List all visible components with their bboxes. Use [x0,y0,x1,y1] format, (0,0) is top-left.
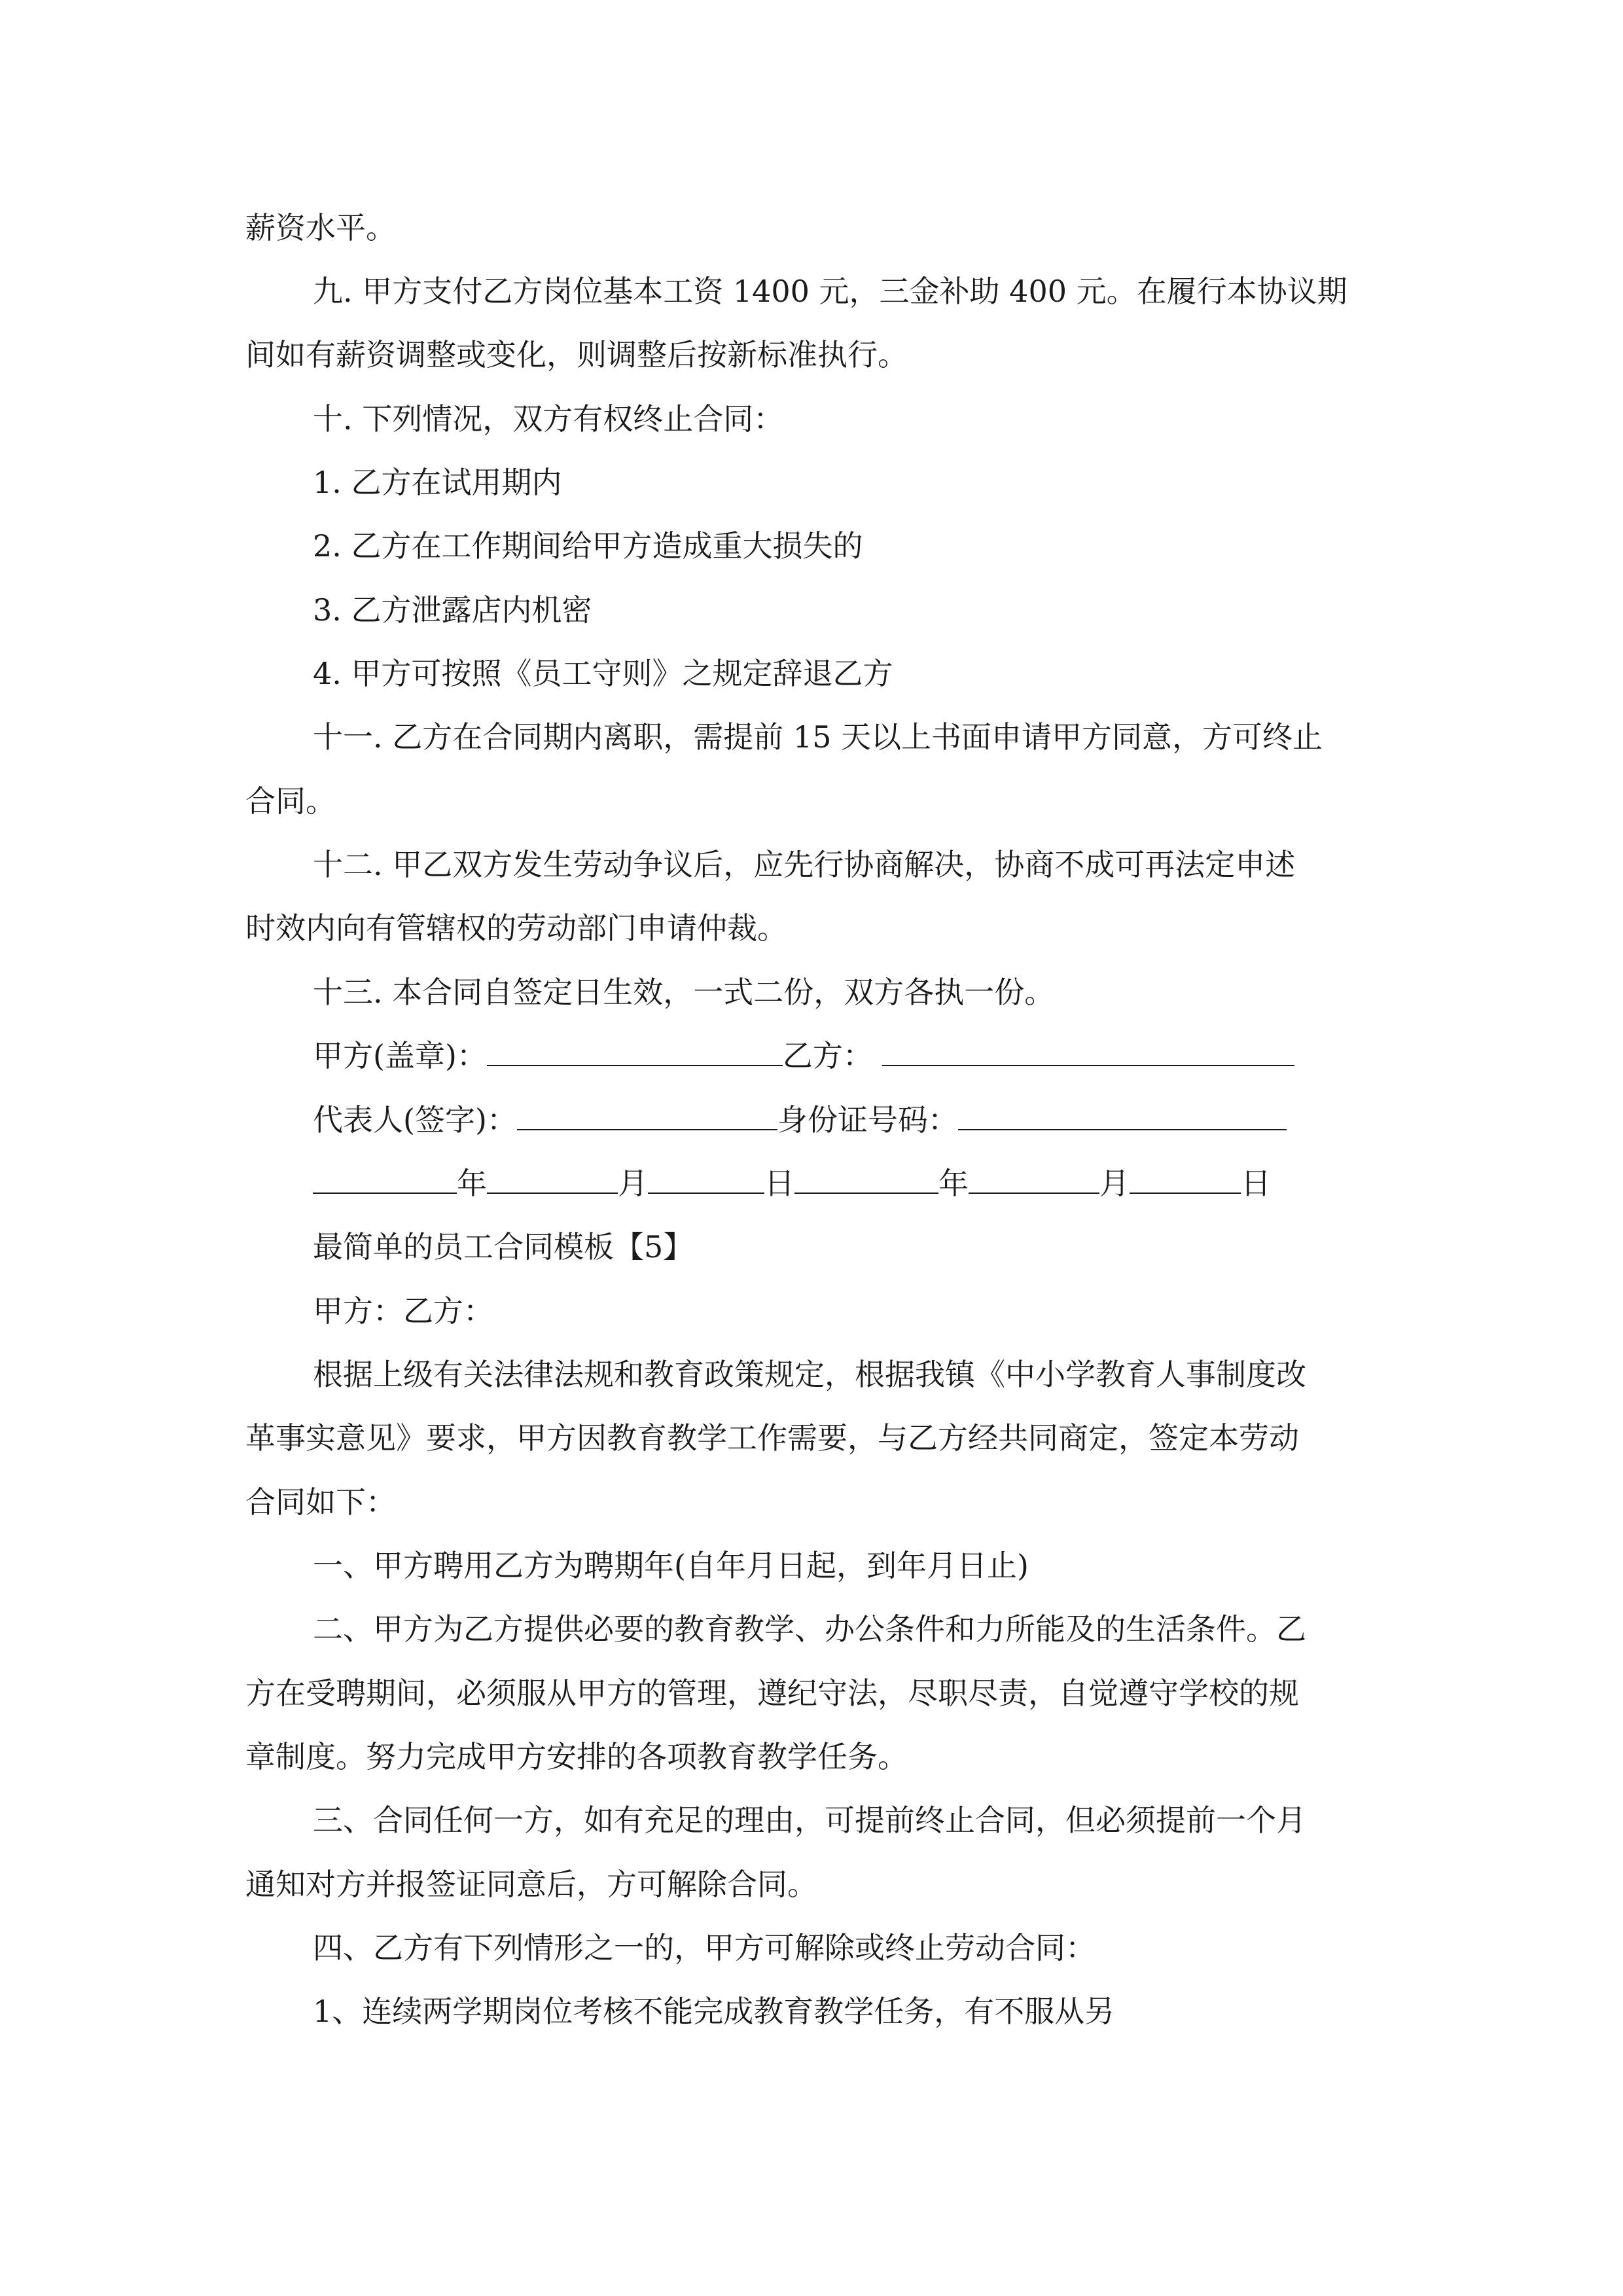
date-row [313,1164,1271,1203]
clause-13: 十三. 本合同自签定日生效，一式二份，双方各执一份。 [313,975,1055,1010]
rep-label: 代表人(签字)： [313,1102,517,1138]
list-item: 4. 甲方可按照《员工守则》之规定辞退乙方 [313,656,893,691]
clause-9: 九. 甲方支付乙方岗位基本工资 1400 元，三金补助 400 元。在履行本协议期 [313,274,1347,309]
party-b-blank[interactable] [882,1036,1294,1066]
clause-3: 三、合同任何一方，如有充足的理由，可提前终止合同，但必须提前一个月 [313,1803,1306,1838]
clause-2: 二、甲方为乙方提供必要的教育教学、办公条件和力所能及的生活条件。乙 [313,1611,1306,1647]
text-line: 根据上级有关法律法规和教育政策规定，根据我镇《中小学教育人事制度改 [313,1357,1306,1392]
day-label: 日 [764,1166,794,1201]
text-line: 方在受聘期间，必须服从甲方的管理，遵纪守法，尽职尽责，自觉遵守学校的规 [245,1676,1299,1711]
text-line: 通知对方并报签证同意后，方可解除合同。 [245,1867,817,1902]
text-line: 间如有薪资调整或变化，则调整后按新标准执行。 [245,337,908,372]
text-line: 薪资水平。 [245,210,396,245]
clause-4: 四、乙方有下列情形之一的，甲方可解除或终止劳动合同： [313,1930,1096,1965]
party-a-seal-blank[interactable] [487,1036,783,1066]
parties-line: 甲方：乙方： [313,1293,493,1329]
id-label: 身份证号码： [777,1102,958,1138]
signature-row-1 [313,1036,1294,1075]
month-label: 月 [618,1166,648,1201]
year-label: 年 [938,1166,969,1201]
year-blank-a[interactable] [313,1164,457,1194]
text-line: 革事实意见》要求，甲方因教育教学工作需要，与乙方经共同商定，签定本劳动 [245,1420,1299,1456]
rep-signature-blank[interactable] [517,1100,777,1130]
year-blank-b[interactable] [794,1164,938,1194]
text-line: 时效内向有管辖权的劳动部门申请仲裁。 [245,910,787,946]
list-item: 1、连续两学期岗位考核不能完成教育教学任务，有不服从另 [313,1994,1115,2029]
party-b-label: 乙方： [782,1038,873,1073]
party-a-label: 甲方(盖章)： [313,1038,487,1073]
list-item: 1. 乙方在试用期内 [313,465,562,500]
clause-10: 十. 下列情况，双方有权终止合同： [313,401,784,437]
list-item: 3. 乙方泄露店内机密 [313,592,592,628]
clause-11: 十一. 乙方在合同期内离职，需提前 15 天以上书面申请甲方同意，方可终止 [313,719,1323,755]
year-label: 年 [457,1166,487,1201]
month-label: 月 [1099,1166,1130,1201]
month-blank-b[interactable] [969,1164,1099,1194]
day-blank-a[interactable] [648,1164,764,1194]
clause-1: 一、甲方聘用乙方为聘期年(自年月日起，到年月日止) [313,1548,1029,1583]
clause-12: 十二. 甲乙双方发生劳动争议后，应先行协商解决，协商不成可再法定申述 [313,847,1296,882]
month-blank-a[interactable] [487,1164,618,1194]
section-heading: 最简单的员工合同模板【5】 [313,1229,694,1265]
id-number-blank[interactable] [958,1100,1287,1130]
signature-row-2 [313,1100,1287,1139]
text-line: 章制度。努力完成甲方安排的各项教育教学任务。 [245,1739,908,1774]
text-line: 合同如下： [245,1484,396,1520]
day-blank-b[interactable] [1130,1164,1241,1194]
text-line: 合同。 [245,783,336,819]
day-label: 日 [1241,1166,1271,1201]
list-item: 2. 乙方在工作期间给甲方造成重大损失的 [313,528,863,564]
